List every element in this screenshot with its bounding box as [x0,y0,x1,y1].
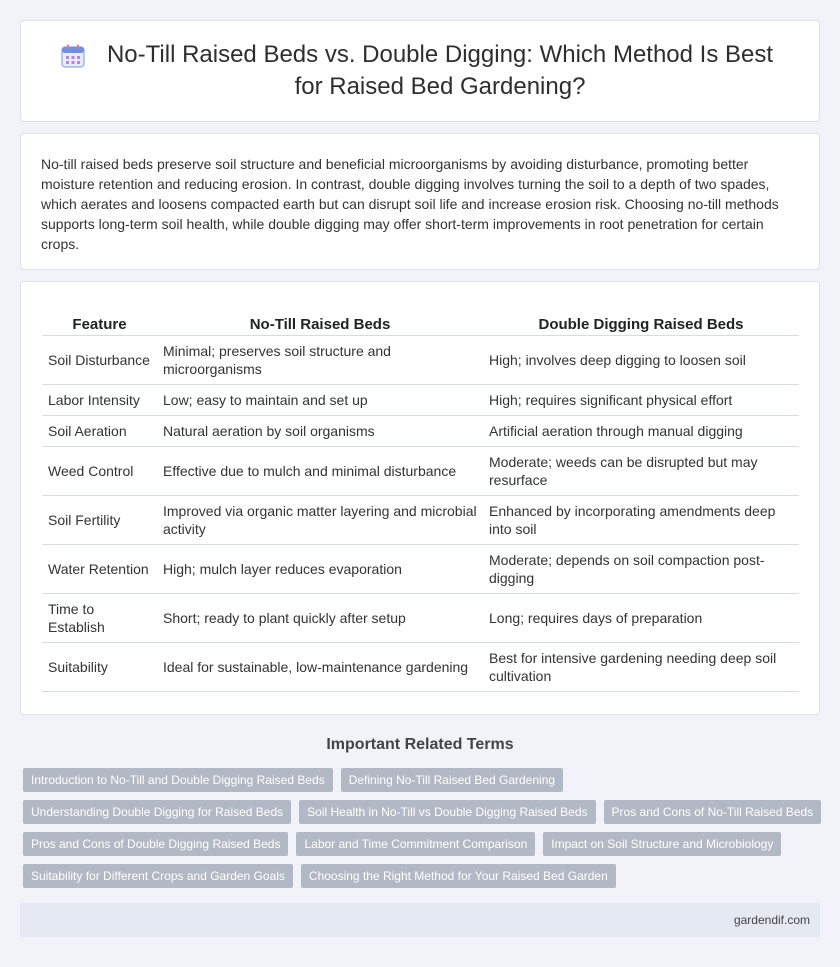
double-digging-cell: Artificial aeration through manual digging [483,416,799,447]
related-term-tag[interactable]: Impact on Soil Structure and Microbiology [543,832,781,856]
no-till-cell: Ideal for sustainable, low-maintenance gardening [157,643,483,692]
related-term-tag[interactable]: Labor and Time Commitment Comparison [296,832,535,856]
table-row [42,643,799,692]
double-digging-cell: Long; requires days of preparation [483,594,799,643]
double-digging-cell: Best for intensive gardening needing deep soil cultivation [483,643,799,692]
related-term-tag[interactable]: Soil Health in No-Till vs Double Digging Raised Beds [299,800,595,824]
footer [20,903,820,937]
feature-cell: Water Retention [42,545,157,594]
related-term-tag[interactable]: Understanding Double Digging for Raised Beds [23,800,291,824]
double-digging-cell: Moderate; depends on soil compaction post-digging [483,545,799,594]
table-row [42,416,799,447]
no-till-cell: Natural aeration by soil organisms [157,416,483,447]
no-till-cell: Effective due to mulch and minimal disturbance [157,447,483,496]
related-term-tag[interactable]: Introduction to No-Till and Double Digging Raised Beds [23,768,333,792]
table-row [42,545,799,594]
header-no-till: No-Till Raised Beds [157,308,483,336]
site-link[interactable]: gardendif.com [733,913,810,927]
no-till-cell: Short; ready to plant quickly after setup [157,594,483,643]
calendar-icon [60,43,86,69]
feature-cell: Suitability [42,643,157,692]
feature-cell: Labor Intensity [42,385,157,416]
comparison-table [42,308,799,692]
double-digging-cell: High; involves deep digging to loosen soil [483,336,799,385]
table-row [42,496,799,545]
double-digging-cell: Enhanced by incorporating amendments deep into soil [483,496,799,545]
related-term-tag[interactable]: Pros and Cons of No-Till Raised Beds [604,800,822,824]
feature-cell: Time to Establish [42,594,157,643]
related-terms-title: Important Related Terms [326,736,514,753]
title-card [20,20,820,122]
table-row [42,594,799,643]
table-row [42,447,799,496]
related-terms-list [23,768,823,896]
feature-cell: Soil Fertility [42,496,157,545]
header-feature: Feature [42,308,157,336]
no-till-cell: Improved via organic matter layering and microbial activity [157,496,483,545]
related-term-tag[interactable]: Pros and Cons of Double Digging Raised Beds [23,832,288,856]
table-row [42,385,799,416]
tag-row [23,768,823,792]
page-title: No-Till Raised Beds vs. Double Digging: Which Method Is Best for Raised Bed Gardening? [106,41,774,100]
comparison-table-card [20,281,820,715]
related-term-tag[interactable]: Suitability for Different Crops and Garden Goals [23,864,293,888]
intro-paragraph: No-till raised beds preserve soil structure and beneficial microorganisms by avoiding disturbance, promoting better moisture retention and reducing erosion. In contrast, double digging involves turning the soil to a depth of two spades, which aerates and loosens compacted earth but can disrupt soil life and increase erosion risk. Choosing no-till methods supports long-term soil health, while double digging may offer short-term improvements in root penetration for certain crops. [41,156,779,252]
tag-row [23,832,823,856]
related-term-tag[interactable]: Choosing the Right Method for Your Raised Bed Garden [301,864,616,888]
table-header-row [42,308,799,336]
feature-cell: Weed Control [42,447,157,496]
feature-cell: Soil Disturbance [42,336,157,385]
no-till-cell: High; mulch layer reduces evaporation [157,545,483,594]
feature-cell: Soil Aeration [42,416,157,447]
intro-card [20,133,820,270]
header-double-digging: Double Digging Raised Beds [483,308,799,336]
no-till-cell: Minimal; preserves soil structure and microorganisms [157,336,483,385]
table-row [42,336,799,385]
tag-row [23,864,823,888]
double-digging-cell: High; requires significant physical effort [483,385,799,416]
related-term-tag[interactable]: Defining No-Till Raised Bed Gardening [341,768,563,792]
no-till-cell: Low; easy to maintain and set up [157,385,483,416]
tag-row [23,800,823,824]
double-digging-cell: Moderate; weeds can be disrupted but may resurface [483,447,799,496]
